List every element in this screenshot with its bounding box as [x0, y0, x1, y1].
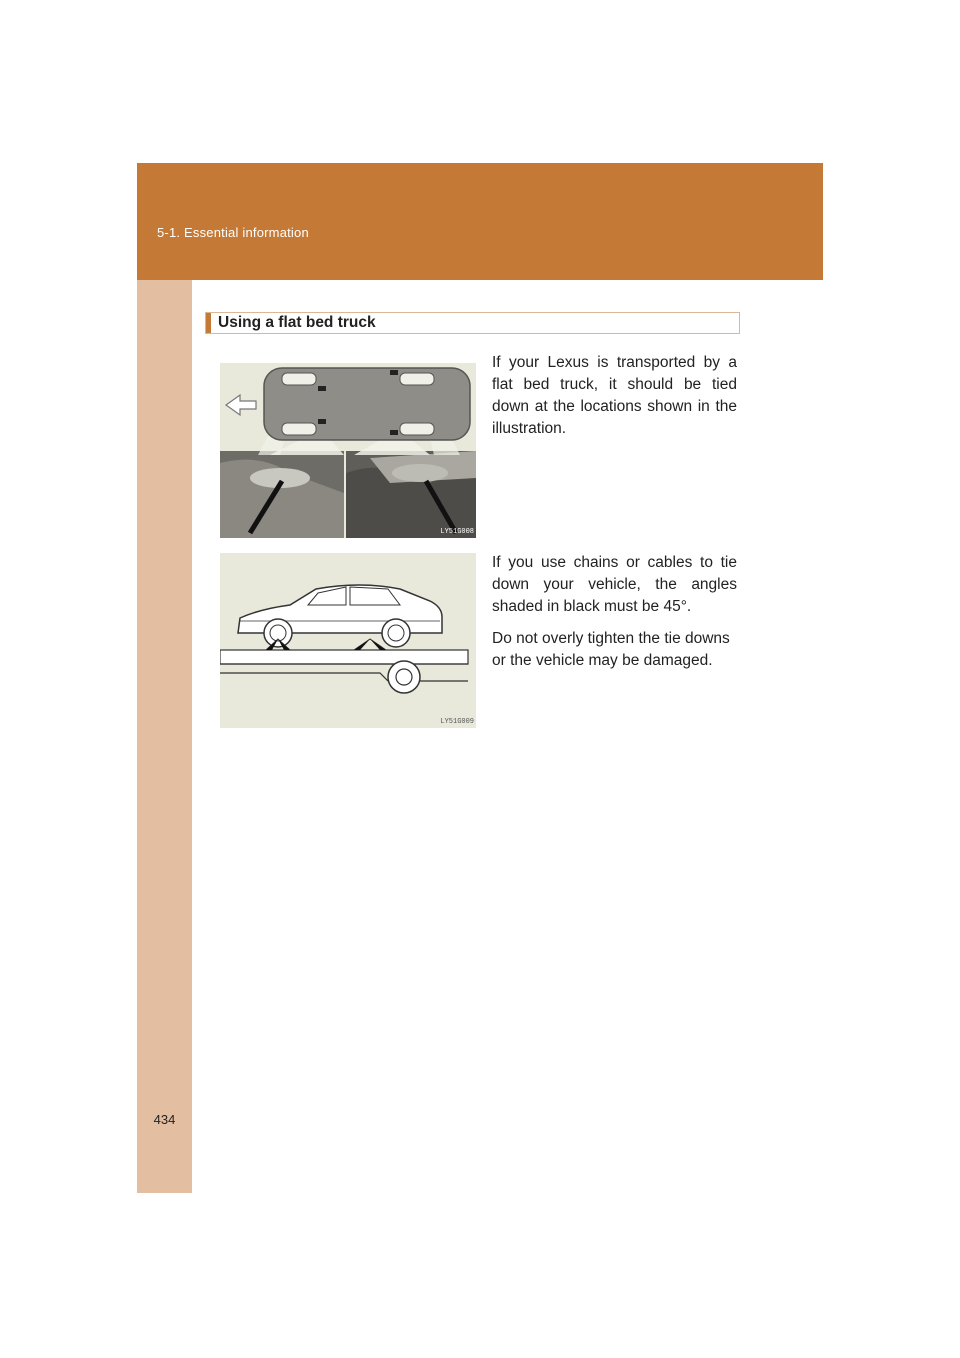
- heading-text: Using a flat bed truck: [218, 314, 376, 331]
- section-label: 5-1. Essential information: [157, 225, 309, 240]
- side-band: [137, 280, 192, 1193]
- heading-accent: [206, 313, 211, 333]
- page-number: 434: [153, 1112, 176, 1127]
- paragraph-tighten-warning: Do not overly tighten the tie downs or the vehicle may be damaged.: [492, 630, 730, 669]
- flatbed-deck: [220, 650, 468, 664]
- tie-down-diagram: [220, 363, 476, 538]
- figure-code: LY51G008: [440, 528, 474, 536]
- section-heading: [205, 312, 740, 334]
- vehicle-on-flatbed-illustration: [220, 553, 476, 728]
- flatbed-diagram: [220, 553, 476, 728]
- tie-down-locations-illustration: [220, 363, 476, 538]
- paragraph-tie-down-locations: If your Lexus is transported by a flat bed truck, it should be tied down at the locations shown in the illustration.: [492, 354, 737, 437]
- paragraph-chain-angle: If you use chains or cables to tie down your vehicle, the angles shaded in black must be 45°.: [492, 554, 737, 615]
- figure-code: LY51G009: [440, 718, 474, 726]
- header-band: [137, 163, 823, 280]
